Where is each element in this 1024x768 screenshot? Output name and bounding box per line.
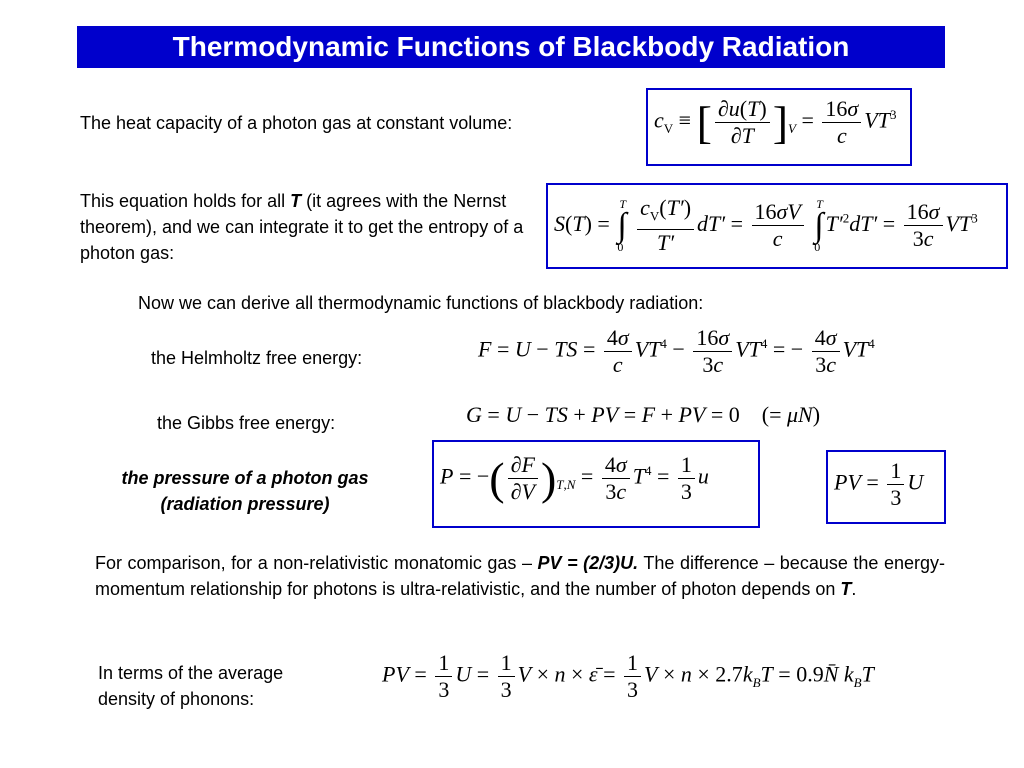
- pv-equation: PV = $\frac{1}{3}$ U: [834, 458, 924, 510]
- pressure-text: the pressure of a photon gas (radiation pressure): [121, 468, 369, 514]
- pressure-equation-box: [432, 440, 760, 528]
- average-density-equation: PV = $\frac{1}{3}$ U = $\frac{1}{3}$ V × n × ε̄ = $\frac{1}{3}$ $V \times n \times 2.7k_BT$ = 0.9N̄ $k_BT$: [382, 650, 874, 702]
- page-title: Thermodynamic Functions of Blackbody Radiation: [77, 26, 945, 68]
- helmholtz-equation: F = U − TS = $\frac{4\sigma}{c}$ $VT^4$ − $\frac{16\sigma}{3c}$ $VT^4$ = − $\frac{4\sigma}{3c}$ $VT^4$: [478, 325, 875, 377]
- average-density-text: In terms of the average density of phonons:: [98, 663, 284, 709]
- gibbs-equation: G = U − TS + PV = F + PV = 0 (= μN): [466, 402, 821, 427]
- heat-capacity-text: The heat capacity of a photon gas at constant volume:: [80, 113, 513, 133]
- helmholtz-text: the Helmholtz free energy:: [151, 348, 363, 368]
- heat-capacity-equation: $c_V$ ≡ [ $\frac{\partial u(T)}{\partial T}$ ]$_V$ = $\frac{16\sigma}{c}$ $VT^3$: [654, 96, 897, 148]
- pressure-equation: P = −( $\frac{\partial F}{\partial V}$ )$_{T,N}$ = $\frac{4\sigma}{3c}$ $T^4$ = $\frac{1}{3}$ u: [440, 452, 709, 504]
- derive-text: Now we can derive all thermodynamic functions of blackbody radiation:: [138, 293, 704, 313]
- comparison-text: For comparison, for a non-relativistic monatomic gas – PV = (2/3)U. The difference – because the energy-momentum relationship for photons is ultra-relativistic, and the number of photon depends on T.: [95, 553, 946, 599]
- entropy-text: This equation holds for all T (it agrees with the Nernst theorem), and we can integrate it to get the entropy of a photon gas:: [80, 191, 524, 263]
- entropy-equation-box: [546, 183, 1008, 269]
- pv-equation-box: [826, 450, 946, 524]
- entropy-equation: S(T) = ∫ T 0 $\frac{c_V(T')}{T'}$ dT′ = $\frac{16\sigma V}{c}$ ∫ T 0 $T'^2dT'$ = $\frac{16\sigma}{3c}$ $VT^3$: [554, 195, 978, 256]
- gibbs-text: the Gibbs free energy:: [157, 413, 336, 433]
- heat-capacity-equation-box: [646, 88, 912, 166]
